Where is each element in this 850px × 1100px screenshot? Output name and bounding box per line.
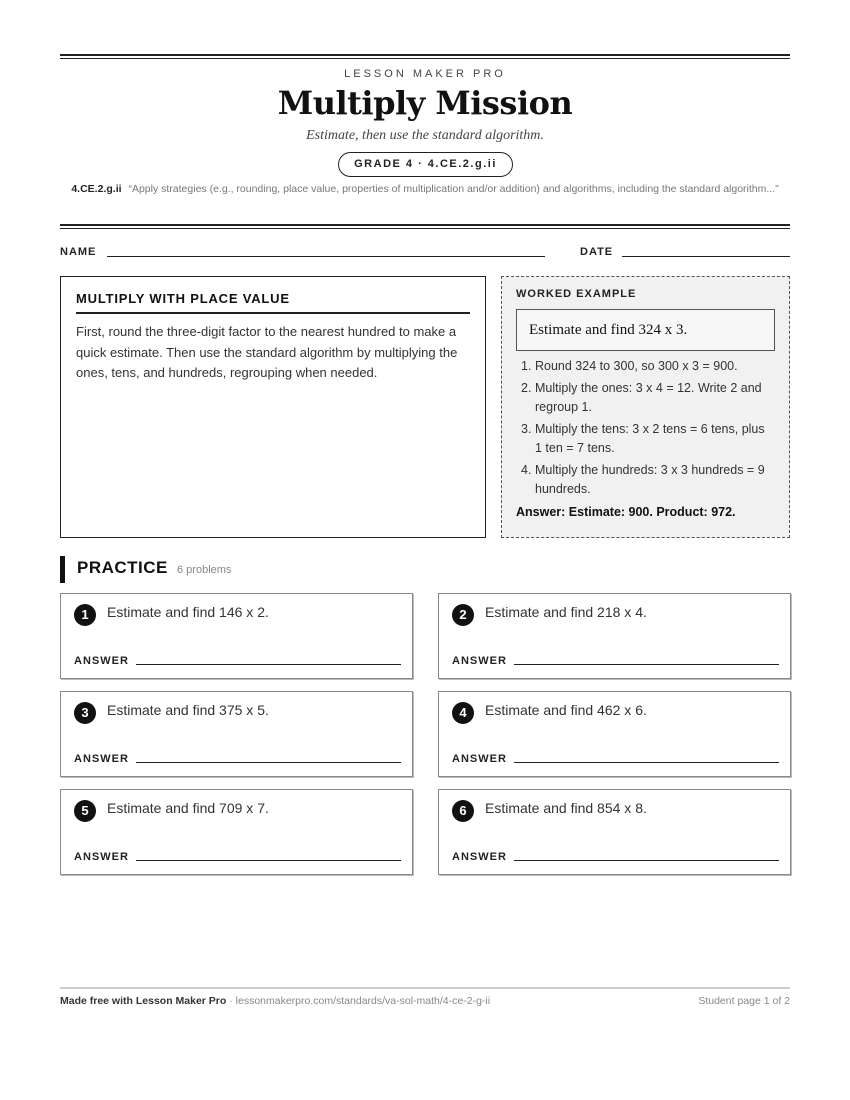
answer-field[interactable] bbox=[136, 762, 401, 763]
problem-number-badge: 3 bbox=[74, 702, 96, 724]
footer-url: · lessonmakerpro.com/standards/va-sol-math/4-ce-2-g-ii bbox=[226, 995, 491, 1007]
step-number: 4. bbox=[521, 462, 532, 477]
problem-prompt: Estimate and find 854 x 8. bbox=[485, 800, 647, 816]
footer-made-with: Made free with Lesson Maker Pro bbox=[60, 995, 227, 1007]
problem-prompt: Estimate and find 375 x 5. bbox=[107, 702, 269, 718]
worksheet-page bbox=[60, 0, 790, 1100]
problem-card-6 bbox=[438, 789, 791, 875]
header-bottom-rule bbox=[60, 224, 790, 229]
answer-field[interactable] bbox=[514, 762, 779, 763]
answer-label: ANSWER bbox=[74, 851, 129, 863]
date-label: DATE bbox=[580, 246, 614, 258]
problem-prompt: Estimate and find 709 x 7. bbox=[107, 800, 269, 816]
practice-heading: PRACTICE bbox=[77, 558, 168, 577]
step-text: Round 324 to 300, so 300 x 3 = 900. bbox=[535, 359, 738, 373]
practice-accent-bar bbox=[60, 556, 65, 583]
lesson-body: First, round the three-digit factor to the nearest hundred to make a quick estimate. Then use the standard algorithm by multiplying the ones, tens, and hundreds, regrouping when needed. bbox=[76, 324, 458, 380]
step-text: Multiply the hundreds: 3 x 3 hundreds = 9 hundreds. bbox=[535, 462, 765, 496]
step-number: 2. bbox=[521, 380, 532, 395]
lesson-heading: MULTIPLY WITH PLACE VALUE bbox=[76, 291, 470, 314]
date-field[interactable] bbox=[622, 256, 790, 257]
page-subtitle: Estimate, then use the standard algorithm. bbox=[306, 128, 544, 143]
footer-rule bbox=[60, 987, 790, 989]
worked-example-steps bbox=[516, 357, 775, 500]
grade-badge: GRADE 4 · 4.CE.2.g.ii bbox=[338, 152, 513, 177]
problem-number-badge: 6 bbox=[452, 800, 474, 822]
problem-card-1 bbox=[60, 593, 413, 679]
problem-prompt: Estimate and find 218 x 4. bbox=[485, 604, 647, 620]
answer-label: ANSWER bbox=[452, 753, 507, 765]
standard-code: 4.CE.2.g.ii bbox=[71, 183, 122, 195]
problem-card-2 bbox=[438, 593, 791, 679]
answer-label: ANSWER bbox=[74, 655, 129, 667]
answer-label: ANSWER bbox=[74, 753, 129, 765]
problem-card-4 bbox=[438, 691, 791, 777]
problem-prompt: Estimate and find 462 x 6. bbox=[485, 702, 647, 718]
lesson-box bbox=[60, 276, 486, 538]
practice-count: 6 problems bbox=[177, 564, 232, 576]
step-item bbox=[516, 420, 775, 459]
step-item bbox=[516, 357, 775, 377]
problem-card-3 bbox=[60, 691, 413, 777]
step-text: Multiply the ones: 3 x 4 = 12. Write 2 and regroup 1. bbox=[535, 380, 762, 414]
problem-number-badge: 2 bbox=[452, 604, 474, 626]
answer-field[interactable] bbox=[514, 860, 779, 861]
step-item bbox=[516, 379, 775, 418]
header-top-rule bbox=[60, 54, 790, 59]
standard-text: “Apply strategies (e.g., rounding, place value, properties of multiplication and/or addition) and algorithms, including the standard algorithm...” bbox=[128, 183, 779, 195]
footer-credit bbox=[60, 995, 490, 1007]
standard-description bbox=[60, 181, 790, 197]
answer-field[interactable] bbox=[136, 860, 401, 861]
worked-example-heading: WORKED EXAMPLE bbox=[516, 288, 637, 300]
answer-field[interactable] bbox=[514, 664, 779, 665]
problem-number-badge: 5 bbox=[74, 800, 96, 822]
problem-number-badge: 4 bbox=[452, 702, 474, 724]
answer-label: ANSWER bbox=[452, 655, 507, 667]
step-text: Multiply the tens: 3 x 2 tens = 6 tens, plus 1 ten = 7 tens. bbox=[535, 421, 765, 455]
step-number: 3. bbox=[521, 421, 532, 436]
name-label: NAME bbox=[60, 246, 97, 258]
problem-prompt: Estimate and find 146 x 2. bbox=[107, 604, 269, 620]
problem-number-badge: 1 bbox=[74, 604, 96, 626]
page-title: Multiply Mission bbox=[277, 84, 573, 122]
footer-page-number: Student page 1 of 2 bbox=[698, 995, 790, 1007]
step-item bbox=[516, 461, 775, 500]
name-field[interactable] bbox=[107, 256, 545, 257]
problem-card-5 bbox=[60, 789, 413, 875]
answer-label: ANSWER bbox=[452, 851, 507, 863]
answer-field[interactable] bbox=[136, 664, 401, 665]
brand-name: LESSON MAKER PRO bbox=[344, 68, 506, 80]
worked-example-box bbox=[501, 276, 790, 538]
worked-example-answer: Answer: Estimate: 900. Product: 972. bbox=[516, 504, 736, 519]
step-number: 1. bbox=[521, 359, 532, 373]
worked-example-problem: Estimate and find 324 x 3. bbox=[516, 309, 775, 351]
